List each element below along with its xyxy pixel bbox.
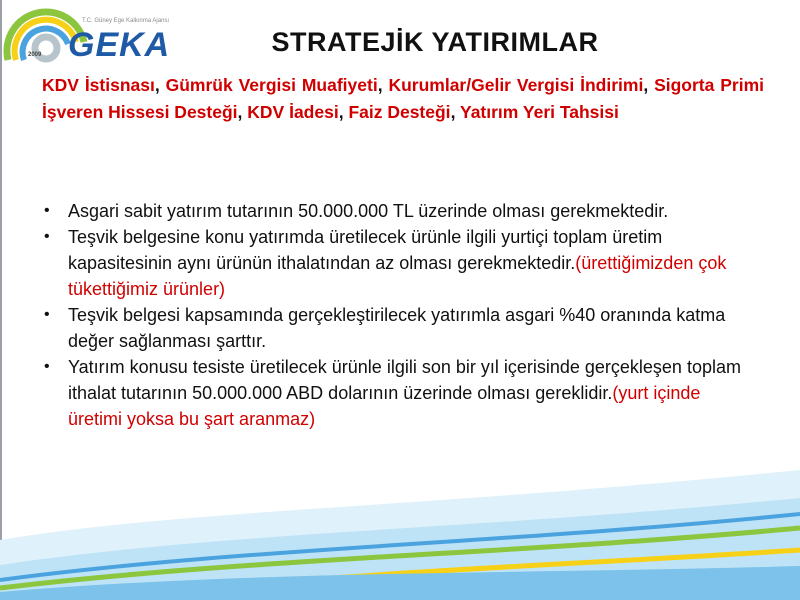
incentive-list [42, 72, 764, 126]
criteria-text: Asgari sabit yatırım tutarının 50.000.000 TL üzerinde olması gerekmektedir. [68, 201, 669, 221]
decorative-swoosh-icon [0, 470, 800, 600]
incentive-item: Yatırım Yeri Tahsisi [459, 102, 619, 122]
bullet-icon: • [44, 228, 50, 245]
criteria-note: (ürettiğimizden çok tükettiğimiz ürünler) [68, 253, 727, 299]
bullet-icon: • [44, 202, 50, 219]
incentive-separator: , [237, 102, 248, 122]
incentive-item: Sigorta Primi İşveren Hissesi Desteği [42, 75, 765, 122]
incentive-separator: , [450, 102, 460, 122]
criteria-item [42, 302, 742, 354]
bullet-icon: • [44, 358, 50, 375]
criteria-item [42, 198, 742, 224]
incentive-separator: , [377, 75, 389, 95]
criteria-text: Yatırım konusu tesiste üretilecek ürünle ilgili son bir yıl içerisinde gerçekleşen toplam ithalat tutarının 50.000.000 ABD dolarının üzerinde olması gereklidir. [68, 357, 741, 403]
page-title: STRATEJİK YATIRIMLAR [271, 27, 599, 57]
criteria-item [42, 354, 742, 432]
incentive-separator: , [154, 75, 166, 95]
geka-logo [2, 2, 182, 66]
criteria-text: Teşvik belgesine konu yatırımda üretilecek ürünle ilgili yurtiçi toplam üretim kapasitesinin aynı ürünün ithalatından az olması gerekmektedir. [68, 227, 663, 273]
incentive-separator: , [338, 102, 349, 122]
bullet-icon: • [44, 306, 50, 323]
logo-org-text: T.C. Güney Ege Kalkınma Ajansı [82, 18, 170, 24]
logo-year: 2009 [28, 52, 42, 58]
incentive-item: Gümrük Vergisi Muafiyeti [165, 75, 378, 95]
logo-brand-text: GEKA [68, 26, 171, 64]
incentive-item: KDV İadesi [247, 102, 339, 122]
incentive-item: Faiz Desteği [348, 102, 451, 122]
criteria-note: (yurt içinde üretimi yoksa bu şart aranmaz) [68, 383, 701, 429]
criteria-item [42, 224, 742, 302]
incentive-item: KDV İstisnası [42, 75, 155, 95]
incentive-item: Kurumlar/Gelir Vergisi İndirimi [388, 75, 644, 95]
criteria-list [42, 198, 742, 432]
incentive-separator: , [643, 75, 655, 95]
criteria-text: Teşvik belgesi kapsamında gerçekleştirilecek yatırımla asgari %40 oranında katma değer sağlanması şarttır. [68, 305, 726, 351]
